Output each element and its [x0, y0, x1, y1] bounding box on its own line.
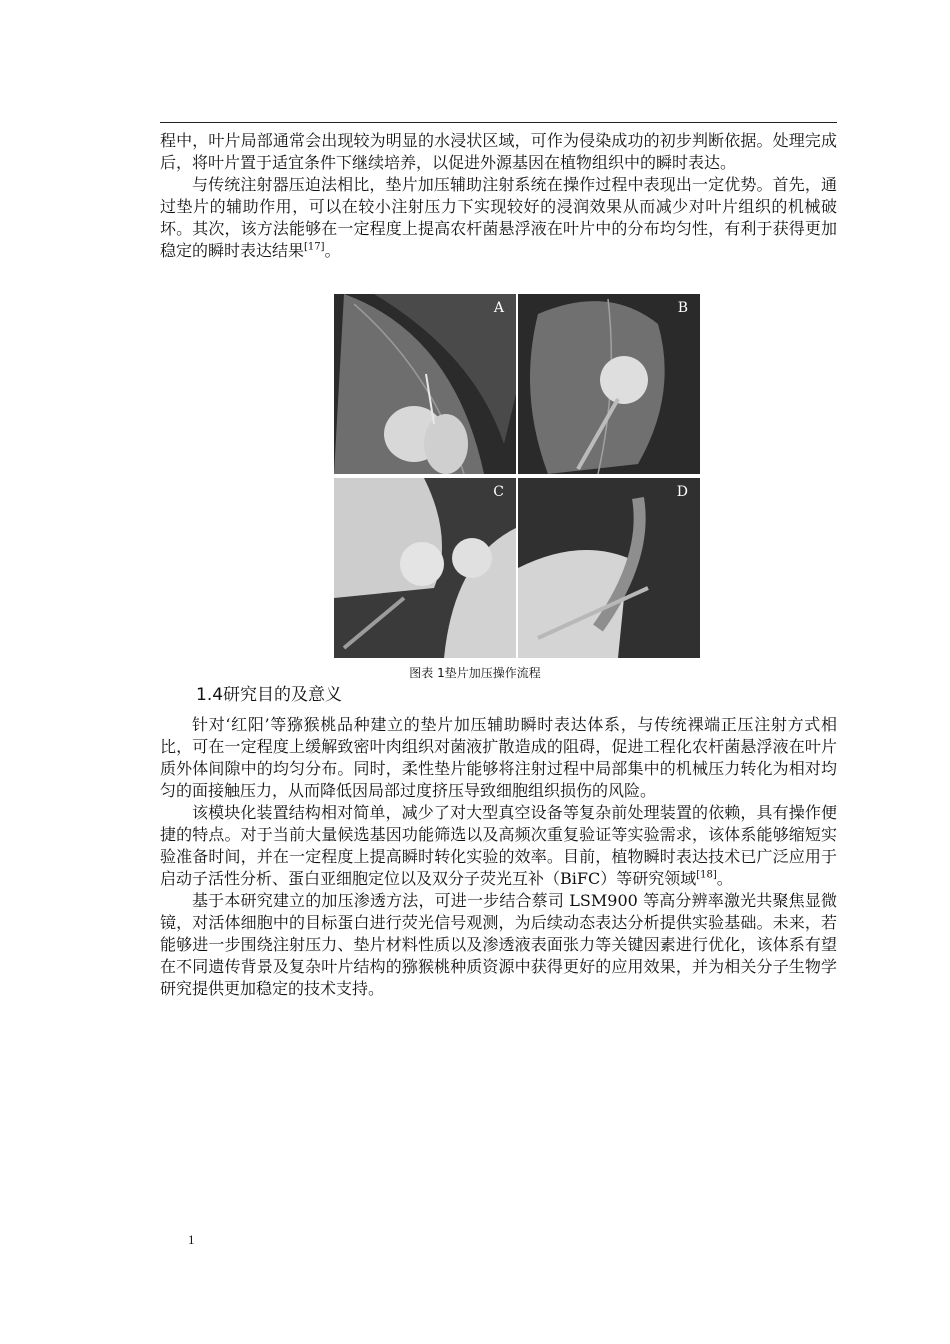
panel-label-c: C [493, 484, 504, 500]
citation-18[interactable]: [18] [696, 869, 717, 881]
citation-17[interactable]: [17] [304, 241, 325, 253]
photo-panel-d [518, 478, 700, 658]
body-text-bottom [160, 714, 837, 1000]
figure-gasket-procedure [334, 294, 700, 658]
body-text-top [160, 130, 837, 262]
paragraph-continuation: 程中，叶片局部通常会出现较为明显的水浸状区域，可作为侵染成功的初步判断依据。处理完成后，将叶片置于适宜条件下继续培养，以促进外源基因在植物组织中的瞬时表达。 [160, 131, 837, 172]
section-heading: 1.4研究目的及意义 [196, 685, 343, 705]
paragraph-comparison: 与传统注射器压迫法相比，垫片加压辅助注射系统在操作过程中表现出一定优势。首先，通过垫片的辅助作用，可以在较小注射压力下实现较好的浸润效果从而减少对叶片组织的机械破坏。其次，该方法能够在一定程度上提高农杆菌悬浮液在叶片中的分布均匀性，有利于获得更加稳定的瞬时表达结果[17]。 [160, 175, 837, 260]
photo-panel-a [334, 294, 516, 474]
paragraph-device: 该模块化装置结构相对简单，减少了对大型真空设备等复杂前处理装置的依赖，具有操作便捷的特点。对于当前大量候选基因功能筛选以及高频次重复验证等实验需求，该体系能够缩短实验准备时间，并在一定程度上提高瞬时转化实验的效率。目前，植物瞬时表达技术已广泛应用于启动子活性分析、蛋白亚细胞定位以及双分子荧光互补（BiFC）等研究领域[18]。 [160, 803, 837, 888]
photo-panel-b [518, 294, 700, 474]
figure-caption: 图表 1垫片加压操作流程 [409, 666, 541, 680]
paragraph-outlook: 基于本研究建立的加压渗透方法，可进一步结合蔡司 LSM900 等高分辨率激光共聚焦显微镜，对活体细胞中的目标蛋白进行荧光信号观测，为后续动态表达分析提供实验基础。未来，若能够进一步围绕注射压力、垫片材料性质以及渗透液表面张力等关键因素进行优化，该体系有望在不同遗传背景及复杂叶片结构的猕猴桃种质资源中获得更好的应用效果，并为相关分子生物学研究提供更加稳定的技术支持。 [160, 891, 837, 998]
header-rule [160, 122, 837, 123]
photo-panel-c [334, 478, 516, 658]
panel-label-b: B [677, 300, 688, 316]
panel-label-d: D [676, 484, 688, 500]
paragraph-purpose: 针对‘红阳’等猕猴桃品种建立的垫片加压辅助瞬时表达体系，与传统裸端正压注射方式相比，可在一定程度上缓解致密叶肉组织对菌液扩散造成的阻碍，促进工程化农杆菌悬浮液在叶片质外体间隙中的均匀分布。同时，柔性垫片能够将注射过程中局部集中的机械压力转化为相对均匀的面接触压力，从而降低因局部过度挤压导致细胞组织损伤的风险。 [160, 715, 837, 800]
panel-label-a: A [493, 300, 504, 316]
page-number: 1 [188, 1232, 195, 1247]
